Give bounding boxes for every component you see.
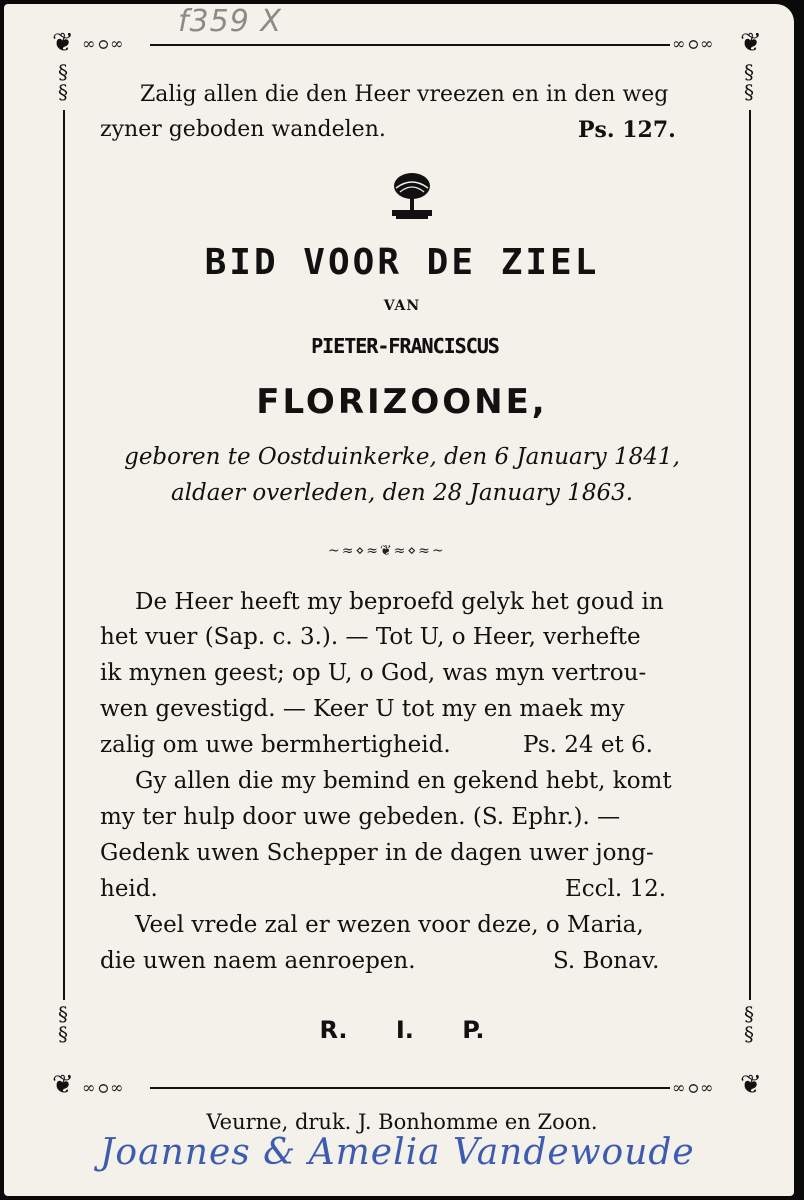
printer-imprint: Veurne, druk. J. Bonhomme en Zoon.	[206, 1110, 598, 1134]
body-line: die uwen naem aenroepen.	[100, 948, 416, 974]
archive-annotation: f359 X	[178, 4, 282, 39]
epigraph-line-2: zyner geboden wandelen.	[100, 117, 386, 142]
scroll-ornament-right-bottom: § §	[744, 1002, 754, 1046]
handwritten-note: Joannes & Amelia Vandewoude	[100, 1132, 695, 1173]
frame-bottom-line	[150, 1087, 670, 1089]
body-line: ik mynen geest; op U, o God, was myn vertrou-	[100, 660, 647, 686]
heading-van: VAN	[383, 298, 421, 314]
body-line: heid.	[100, 876, 158, 902]
scroll-ornament-bottom-right: ∞ഠ∞	[672, 1078, 716, 1097]
body-line: my ter hulp door uwe gebeden. (S. Ephr.). —	[100, 804, 621, 830]
body-line: Gy allen die my bemind en gekend hebt, komt	[135, 768, 672, 794]
rip-text: R. I. P.	[319, 1016, 485, 1044]
death-line: aldaer overleden, den 28 January 1863.	[170, 480, 634, 506]
ornamental-divider: ~≈⋄≈❦≈⋄≈~	[328, 543, 446, 559]
epigraph-line-1: Zalig allen die den Heer vreezen en in den weg	[140, 82, 669, 107]
scroll-ornament-left-bottom: § §	[58, 1002, 68, 1046]
corner-ornament-top-left: ❦	[52, 28, 74, 58]
corner-ornament-bottom-left: ❦	[52, 1070, 74, 1100]
body-line: het vuer (Sap. c. 3.). — Tot U, o Heer, verhefte	[100, 624, 641, 650]
body-line: De Heer heeft my beproefd gelyk het goud in	[135, 589, 664, 615]
birth-line: geboren te Oostduinkerke, den 6 January 1841,	[124, 444, 680, 470]
willow-emblem-icon	[386, 170, 438, 222]
scroll-ornament-left-top: § §	[58, 60, 68, 104]
body-line: Gedenk uwen Schepper in de dagen uwer jong-	[100, 840, 654, 866]
body-line: zalig om uwe bermhertigheid.	[100, 732, 451, 758]
frame-top-line	[150, 44, 670, 46]
deceased-first-names: PIETER-FRANCISCUS	[150, 334, 660, 358]
scroll-ornament-top-left: ∞ഠ∞	[82, 34, 126, 53]
corner-ornament-top-right: ❦	[740, 28, 762, 58]
epigraph-reference: Ps. 127.	[578, 117, 676, 143]
scroll-ornament-top-right: ∞ഠ∞	[672, 34, 716, 53]
body-line: wen gevestigd. — Keer U tot my en maek my	[100, 696, 625, 722]
scroll-ornament-bottom-left: ∞ഠ∞	[82, 1078, 126, 1097]
deceased-surname: FLORIZOONE,	[256, 382, 548, 422]
body-reference: Ps. 24 et 6.	[523, 732, 653, 758]
body-reference: S. Bonav.	[553, 948, 660, 974]
scroll-ornament-right-top: § §	[744, 60, 754, 104]
prayer-heading: BID VOOR DE ZIEL	[204, 242, 600, 283]
body-line: Veel vrede zal er wezen voor deze, o Maria,	[135, 912, 644, 938]
corner-ornament-bottom-right: ❦	[740, 1070, 762, 1100]
body-reference: Eccl. 12.	[565, 876, 667, 902]
